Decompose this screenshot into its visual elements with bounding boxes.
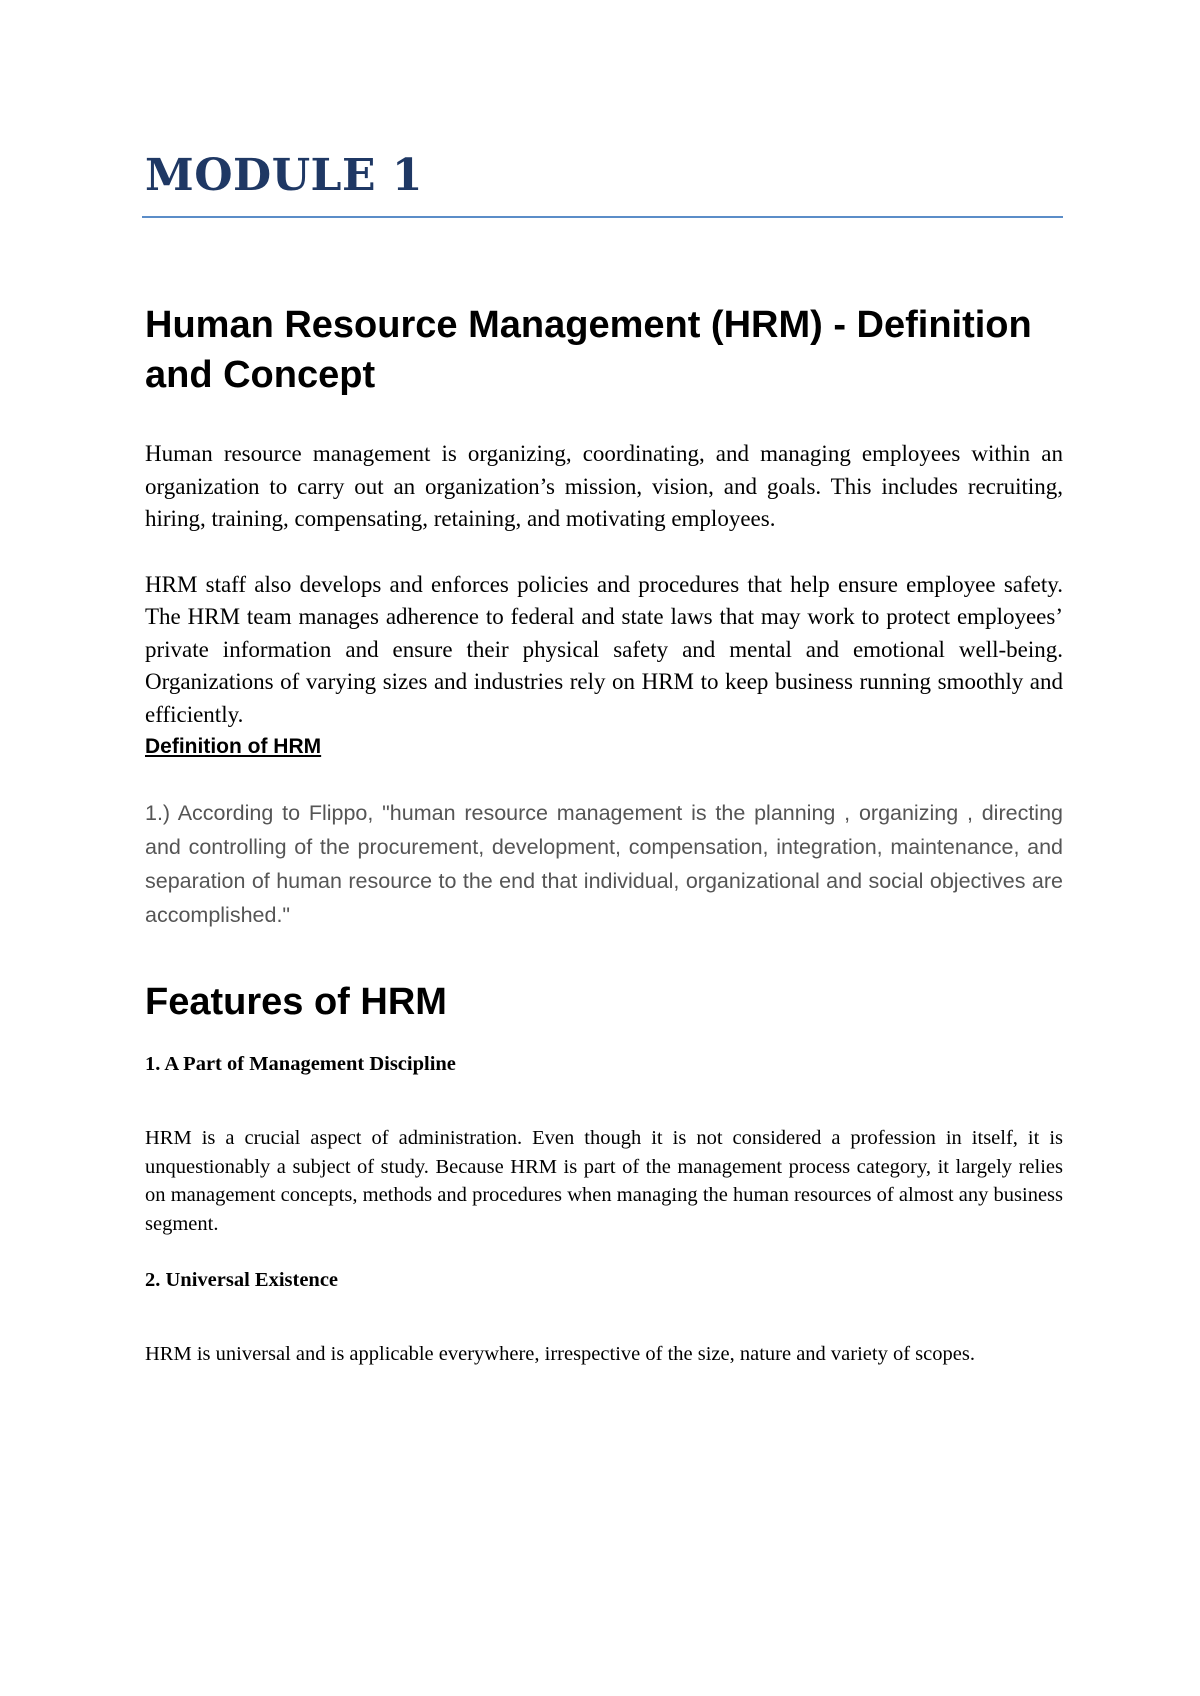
features-title: Features of HRM (145, 981, 447, 1023)
paragraph-hrm-staff: HRM staff also develops and enforces policies and procedures that help ensure employee safety. The HRM team manages adherence to federal and state laws that may work to protect employees’ private information and ensure their physical safety and mental and emotional well-being. Organizations of varying sizes and industries rely on HRM to keep business running smoothly and efficiently. (145, 571, 1063, 727)
paragraph-hrm-intro: Human resource management is organizing, coordinating, and managing employees within an organization to carry out an organization’s mission, vision, and goals. This includes recruiting, hiring, training, compensating, retaining, and motivating employees. (145, 441, 1063, 531)
feature-heading-1: 1. A Part of Management Discipline (145, 1053, 456, 1075)
page-content (145, 148, 1063, 1369)
definition-quote: 1.) According to Flippo, "human resource management is the planning , organizing , directing and controlling of the procurement, development, compensation, integration, maintenance, and separation of human resource to the end that individual, organizational and social objectives are accomplished." (145, 801, 1063, 927)
section-title: Human Resource Management (HRM) - Definition and Concept (145, 304, 1032, 396)
module-title-rule (142, 216, 1063, 218)
feature-body-2: HRM is universal and is applicable everywhere, irrespective of the size, nature and variety of scopes. (145, 1343, 975, 1365)
feature-body-1: HRM is a crucial aspect of administration. Even though it is not considered a profession in itself, it is unquestionably a subject of study. Because HRM is part of the management process category, it largely relies on management concepts, methods and procedures when managing the human resources of almost any business segment. (145, 1127, 1063, 1235)
feature-heading-2: 2. Universal Existence (145, 1269, 339, 1291)
module-title: MODULE 1 (145, 150, 423, 201)
definition-heading: Definition of HRM (145, 735, 322, 758)
